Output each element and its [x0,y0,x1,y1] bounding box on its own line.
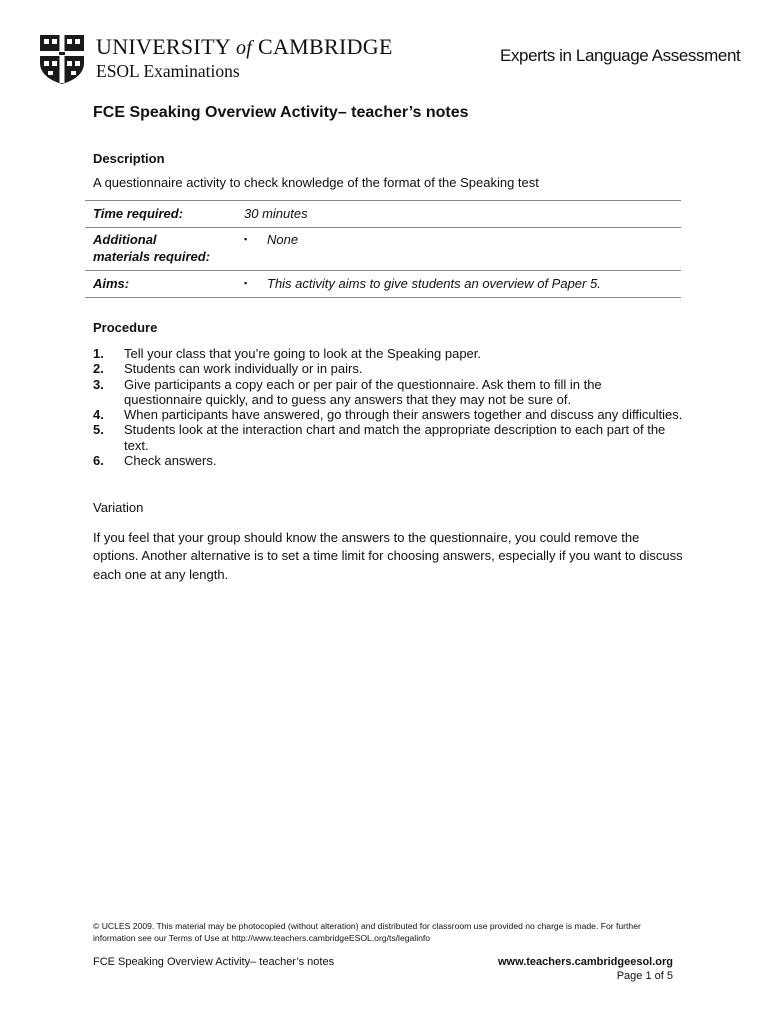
step-text: Students look at the interaction chart and match the appropriate description to each part of the text. [124,422,666,453]
list-item [93,453,683,468]
procedure-heading: Procedure [93,320,158,335]
esol-subtitle: ESOL Examinations [96,61,240,81]
aims-label: Aims: [93,276,130,291]
time-value: 30 minutes [244,206,308,221]
step-text: Tell your class that you’re going to look at the Speaking paper. [124,346,481,361]
cambridge-crest-logo [38,33,86,85]
materials-value: None [267,232,299,247]
step-number: 6. [93,453,104,469]
list-item [93,346,683,361]
description-text: A questionnaire activity to check knowledge of the format of the Speaking test [93,175,539,190]
bullet-icon: ▪ [244,278,248,288]
variation-text: If you feel that your group should know the answers to the questionnaire, you could remove the options. Another alternative is to set a time limit for choosing answers, especially if you want to discuss each one at any length. [93,530,683,582]
list-item [93,422,683,453]
university-name: UNIVERSITY of CAMBRIDGE [96,34,393,59]
list-item [93,407,683,422]
bullet-icon: ▪ [244,234,248,244]
aims-row [85,270,681,298]
step-number: 3. [93,376,104,392]
description-heading: Description [93,151,165,166]
tagline: Experts in Language Assessment [500,46,741,65]
time-label: Time required: [93,206,184,221]
time-row [85,200,681,227]
step-number: 5. [93,422,104,438]
aims-value: This activity aims to give students an overview of Paper 5. [267,276,601,291]
step-number: 1. [93,346,104,361]
copyright-notice: © UCLES 2009. This material may be photocopied (without alteration) and distributed for classroom use provided no charge is made. For further information see our Terms of Use at http://www.teachers.cambridgeESOL.org/ts/legalinfo [93,921,641,943]
step-text: Students can work individually or in pairs. [124,361,363,377]
list-item [93,377,683,408]
info-table [85,200,681,298]
step-text: Give participants a copy each or per pair of the questionnaire. Ask them to fill in the questionnaire quickly, and to guess any answers that they may not be sure of. [124,376,602,407]
step-number: 2. [93,361,104,377]
footer-url-link[interactable]: www.teachers.cambridgeesol.org [497,956,673,968]
document-title: FCE Speaking Overview Activity– teacher’s notes [93,104,469,121]
footer-doc-title: FCE Speaking Overview Activity– teacher’s notes [93,956,335,968]
list-item [93,361,683,376]
page-number: Page 1 of 5 [616,970,673,982]
step-number: 4. [93,407,104,423]
materials-row [85,227,681,270]
materials-label: Additional materials required: [93,232,211,264]
step-text: Check answers. [124,453,217,469]
procedure-list [93,346,683,468]
variation-heading: Variation [93,500,144,515]
step-text: When participants have answered, go through their answers together and discuss any difficulties. [124,407,683,423]
